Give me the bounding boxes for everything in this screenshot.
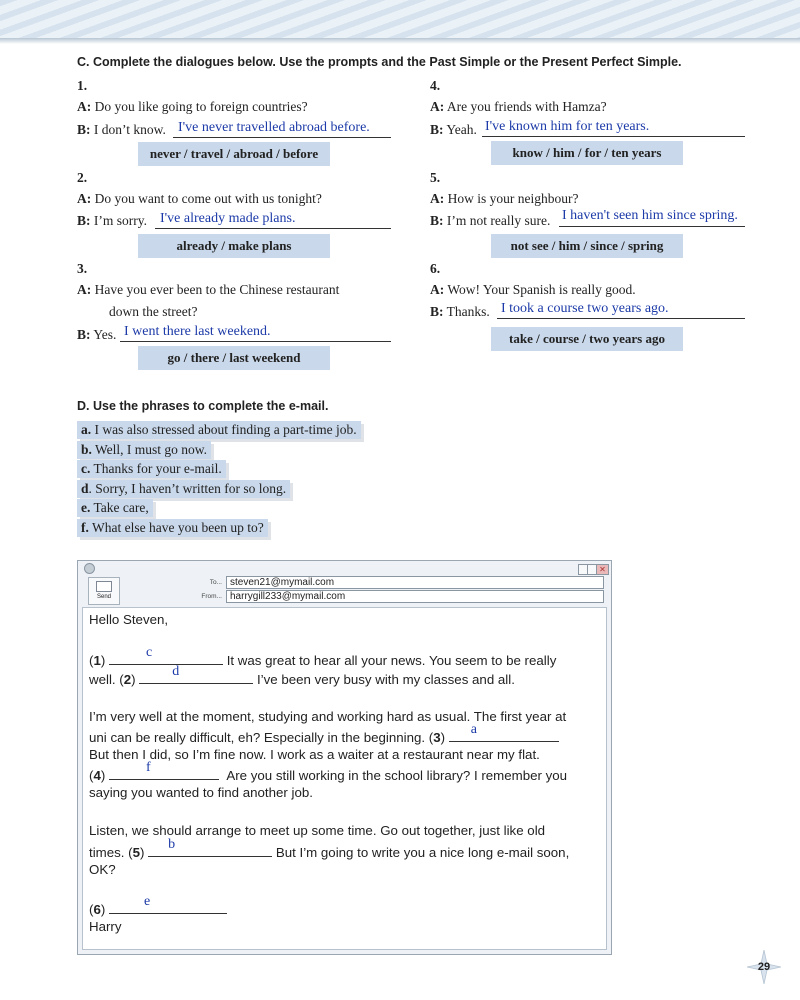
close-icon[interactable]: ✕: [596, 564, 609, 575]
phrase-option: [77, 519, 268, 537]
blank-number: 3: [433, 730, 441, 745]
email-line: [89, 664, 515, 687]
dialogue-line-b: [430, 304, 490, 320]
to-field[interactable]: steven21@mymail.com: [226, 576, 604, 589]
email-text: times. (: [89, 845, 133, 860]
paren-open: (: [89, 902, 94, 917]
page-number: 29: [757, 961, 771, 973]
email-blank-4[interactable]: [109, 760, 219, 780]
email-line: [89, 645, 557, 668]
phrase-letter: b.: [81, 442, 92, 457]
email-line: [89, 722, 559, 745]
paren-close: ): [140, 845, 145, 860]
speaker-b: B:: [77, 213, 91, 228]
phrase-text: I was also stressed about finding a part-time job.: [91, 422, 357, 437]
answer-text: I've known him for ten years.: [485, 119, 650, 134]
speaker-b: B:: [430, 213, 444, 228]
section-c-heading: C. Complete the dialogues below. Use the prompts and the Past Simple or the Present Perfect Simple.: [77, 55, 682, 69]
dialogue-line-a: [77, 191, 322, 207]
paren-close: ): [100, 653, 106, 668]
phrase-letter: a.: [81, 422, 92, 437]
speaker-b: B:: [77, 122, 91, 137]
speaker-b: B:: [430, 304, 444, 319]
line-b-text: Thanks.: [446, 304, 490, 319]
phrase-option: [77, 499, 153, 517]
dialogue-line-a: [430, 191, 578, 207]
dialogue-line-a: [77, 99, 308, 115]
speaker-b: B:: [77, 327, 91, 342]
email-blank-6[interactable]: [109, 894, 227, 914]
email-line: OK?: [89, 862, 116, 877]
phrase-text: What else have you been up to?: [88, 520, 264, 535]
phrase-text: Take care,: [90, 500, 149, 515]
answer-text: I've never travelled abroad before.: [178, 120, 370, 135]
email-text: But I’m going to write you a nice long e-mail soon,: [275, 845, 570, 860]
phrase-letter: e.: [81, 500, 91, 515]
phrase-text: Thanks for your e-mail.: [90, 461, 222, 476]
paren-close: ): [100, 768, 106, 783]
phrase-option: [77, 480, 290, 498]
item-number: 2.: [77, 170, 88, 185]
email-line: saying you wanted to find another job.: [89, 785, 313, 800]
phrase-letter: f.: [81, 520, 89, 535]
speaker-b: B:: [430, 122, 444, 137]
app-icon: [84, 563, 95, 574]
phrase-option: [77, 421, 361, 439]
email-answer: a: [470, 722, 477, 737]
email-answer: d: [172, 664, 180, 679]
email-text: Are you still working in the school library? I remember you: [226, 768, 568, 783]
to-label: To...: [209, 579, 222, 586]
line-a-text: Do you want to come out with us tonight?: [94, 191, 322, 206]
dialogue-line-b: [430, 213, 550, 229]
answer-text: I haven't seen him since spring.: [562, 208, 738, 223]
phrase-letter: d: [81, 481, 89, 496]
envelope-icon: [96, 581, 112, 592]
paren-close: ): [440, 730, 446, 745]
email-blank-3[interactable]: [449, 722, 559, 742]
phrase-text: . Sorry, I haven’t written for so long.: [88, 481, 287, 496]
blank-number: 6: [93, 902, 101, 917]
speaker-a: A:: [77, 99, 92, 114]
prompt-box: know / him / for / ten years: [491, 141, 683, 165]
item-number: 5.: [430, 170, 441, 185]
dialogue-line-b: [77, 122, 166, 138]
speaker-a: A:: [430, 99, 445, 114]
dialogue-line-b: [430, 122, 477, 138]
blank-number: 2: [123, 672, 132, 687]
phrase-option: [77, 441, 211, 459]
item-number: 4.: [430, 78, 441, 93]
email-answer: f: [145, 760, 151, 775]
dialogue-line-a: [77, 282, 339, 298]
prompt-box: never / travel / abroad / before: [138, 142, 330, 166]
email-line: [89, 837, 570, 860]
email-line: But then I did, so I’m fine now. I work as a waiter at a restaurant near my flat.: [89, 747, 540, 762]
line-a-text: Are you friends with Hamza?: [446, 99, 607, 114]
answer-text: I went there last weekend.: [124, 324, 271, 339]
email-text: uni can be really difficult, eh? Especially in the beginning. (: [89, 730, 434, 745]
line-b-text: I’m sorry.: [93, 213, 147, 228]
speaker-a: A:: [77, 282, 92, 297]
speaker-a: A:: [430, 191, 445, 206]
line-a-text: Do you like going to foreign countries?: [94, 99, 308, 114]
blank-number: 1: [93, 653, 101, 668]
item-number: 6.: [430, 261, 441, 276]
answer-text: I took a course two years ago.: [501, 301, 669, 316]
paren-open: (: [89, 768, 94, 783]
line-b-text: Yeah.: [446, 122, 477, 137]
email-answer: b: [168, 837, 176, 852]
prompt-box: take / course / two years ago: [491, 327, 683, 351]
prompt-box: go / there / last weekend: [138, 346, 330, 370]
send-label: Send: [96, 594, 111, 600]
paren-close: ): [100, 902, 106, 917]
line-b-text: Yes.: [93, 327, 117, 342]
paren-open: (: [89, 653, 94, 668]
email-text: well. (: [89, 672, 124, 687]
item-number: 1.: [77, 78, 88, 93]
answer-text: I've already made plans.: [160, 211, 296, 226]
blank-number: 4: [93, 768, 101, 783]
email-answer: c: [145, 645, 153, 660]
dialogue-line-a: [430, 282, 636, 298]
dialogue-line-b: [77, 327, 116, 343]
item-number: 3.: [77, 261, 88, 276]
email-line: [89, 760, 568, 783]
from-label: From...: [201, 593, 222, 600]
email-greeting: Hello Steven,: [89, 612, 169, 627]
section-d-heading: D. Use the phrases to complete the e-mail.: [77, 399, 329, 413]
dialogue-line-b: [77, 213, 147, 229]
line-a-text: Wow! Your Spanish is really good.: [447, 282, 636, 297]
line-b-text: I don’t know.: [93, 122, 166, 137]
email-text: It was great to hear all your news. You seem to be really: [226, 653, 557, 668]
prompt-box: not see / him / since / spring: [491, 234, 683, 258]
phrase-letter: c.: [81, 461, 91, 476]
phrase-option: [77, 460, 226, 478]
line-b-text: I’m not really sure.: [446, 213, 551, 228]
blank-number: 5: [132, 845, 140, 860]
email-blank-2[interactable]: [139, 664, 253, 684]
email-blank-1[interactable]: [109, 645, 223, 665]
phrase-text: Well, I must go now.: [91, 442, 208, 457]
email-line: Listen, we should arrange to meet up some time. Go out together, just like old: [89, 823, 546, 838]
from-field[interactable]: harrygill233@mymail.com: [226, 590, 604, 603]
line-a-continuation: down the street?: [109, 304, 198, 319]
email-line: [89, 894, 227, 917]
line-a-text: Have you ever been to the Chinese restaurant: [94, 282, 340, 297]
email-text: I’ve been very busy with my classes and all.: [256, 672, 515, 687]
speaker-a: A:: [430, 282, 445, 297]
paren-close: ): [131, 672, 136, 687]
dialogue-line-a: [430, 99, 607, 115]
email-answer: e: [143, 894, 151, 909]
decorative-header-band: [0, 0, 800, 38]
email-blank-5[interactable]: [148, 837, 272, 857]
email-line: I’m very well at the moment, studying and working hard as usual. The first year at: [89, 709, 567, 724]
speaker-a: A:: [77, 191, 92, 206]
email-signature: Harry: [89, 919, 122, 934]
send-button[interactable]: [88, 577, 120, 605]
line-a-text: How is your neighbour?: [447, 191, 579, 206]
prompt-box: already / make plans: [138, 234, 330, 258]
